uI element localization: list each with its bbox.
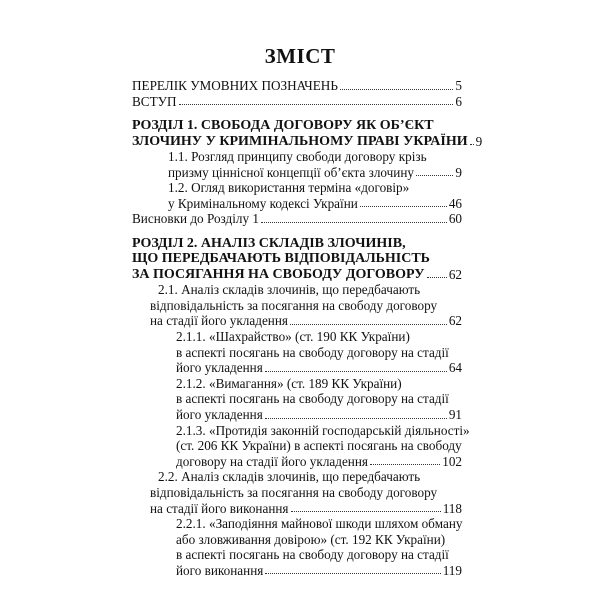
dot-leader bbox=[290, 324, 447, 325]
page-number: 60 bbox=[448, 211, 462, 227]
entry-title-line: у Кримінальному кодексі України bbox=[168, 195, 358, 211]
toc-entry-section-2-1-2[interactable] bbox=[132, 376, 462, 423]
entry-title-line: 1.2. Огляд використання терміна «договір» bbox=[168, 180, 410, 196]
entry-title-line: 2.1.2. «Вимагання» (ст. 189 КК України) bbox=[176, 375, 402, 391]
page-number: 91 bbox=[448, 406, 462, 422]
entry-title-line: 2.1.1. «Шахрайство» (ст. 190 КК України) bbox=[176, 328, 410, 344]
entry-title-line: ЗЛОЧИНУ У КРИМІНАЛЬНОМУ ПРАВІ УКРАЇНИ bbox=[132, 133, 468, 149]
toc-entry-chapter-2[interactable] bbox=[132, 236, 462, 282]
page-number: 119 bbox=[442, 562, 462, 578]
toc-entry-section-2-2-1[interactable] bbox=[132, 516, 462, 578]
entry-title-line: РОЗДІЛ 1. СВОБОДА ДОГОВОРУ ЯК ОБ’ЄКТ bbox=[132, 118, 434, 134]
entry-title: ВСТУП bbox=[132, 93, 177, 109]
toc-entry-section-1-2[interactable] bbox=[132, 180, 462, 211]
entry-title-line: (ст. 206 КК України) в аспекті посягань на свободу bbox=[176, 438, 462, 454]
entry-title-line: на стадії його виконання bbox=[150, 500, 289, 516]
dot-leader bbox=[265, 371, 447, 372]
page-title: ЗМІСТ bbox=[264, 44, 336, 68]
page-number: 62 bbox=[448, 313, 462, 329]
toc-entry-section-2-1-3[interactable] bbox=[132, 422, 470, 470]
dot-leader bbox=[179, 104, 454, 105]
table-of-contents bbox=[132, 78, 483, 578]
dot-leader bbox=[265, 573, 440, 574]
page-number: 102 bbox=[442, 453, 462, 469]
entry-title: ПЕРЕЛІК УМОВНИХ ПОЗНАЧЕНЬ bbox=[132, 78, 338, 93]
toc-entry-section-2-1[interactable] bbox=[132, 282, 462, 329]
dot-leader bbox=[370, 464, 440, 465]
toc-entry-conclusions-1[interactable] bbox=[132, 211, 462, 227]
entry-title-line: 1.1. Розгляд принципу свободи договору крізь bbox=[168, 149, 427, 164]
dot-leader bbox=[427, 277, 447, 278]
entry-title-line: в аспекті посягань на свободу договору на стадії bbox=[176, 344, 449, 360]
dot-leader bbox=[360, 206, 447, 207]
entry-title-line: його виконання bbox=[176, 562, 264, 578]
dot-leader bbox=[470, 144, 474, 145]
page-number: 64 bbox=[448, 360, 462, 376]
entry-title-line: договору на стадії його укладення bbox=[176, 453, 368, 469]
dot-leader bbox=[416, 175, 453, 176]
entry-title-line: його укладення bbox=[176, 360, 263, 376]
page-number: 118 bbox=[442, 500, 462, 516]
toc-entry-section-2-2[interactable] bbox=[132, 469, 462, 516]
entry-title-line: призму ціннісної концепції об’єкта злочину bbox=[168, 164, 415, 180]
dot-leader bbox=[261, 222, 447, 223]
entry-title-line: 2.2.1. «Заподіяння майнової шкоди шляхом обману bbox=[176, 516, 463, 532]
entry-title-line: відповідальність за посягання на свободу договору bbox=[150, 297, 438, 313]
entry-title-line: РОЗДІЛ 2. АНАЛІЗ СКЛАДІВ ЗЛОЧИНІВ, bbox=[132, 235, 406, 251]
toc-entry-section-1-1[interactable] bbox=[132, 149, 462, 180]
toc-entry-introduction[interactable] bbox=[132, 94, 462, 110]
entry-title-line: відповідальність за посягання на свободу договору bbox=[150, 484, 438, 500]
dot-leader bbox=[291, 511, 441, 512]
entry-title-line: або зловживання довірою» (ст. 192 КК України) bbox=[176, 531, 446, 547]
page-number: 5 bbox=[455, 78, 462, 93]
entry-title-line: 2.2. Аналіз складів злочинів, що передбачають bbox=[158, 469, 421, 485]
entry-title-line: на стадії його укладення bbox=[150, 313, 288, 329]
entry-title-line: його укладення bbox=[176, 406, 263, 422]
page-number: 62 bbox=[448, 266, 462, 282]
entry-title-line: 2.1. Аналіз складів злочинів, що передбачають bbox=[158, 282, 421, 298]
page-number: 9 bbox=[455, 164, 462, 180]
page-number: 46 bbox=[448, 195, 462, 211]
entry-title: Висновки до Розділу 1 bbox=[132, 211, 259, 227]
entry-title-line: в аспекті посягань на свободу договору на стадії bbox=[176, 547, 449, 563]
page-number: 6 bbox=[455, 93, 462, 109]
toc-entry-section-2-1-1[interactable] bbox=[132, 329, 462, 376]
entry-title-line: в аспекті посягань на свободу договору на стадії bbox=[176, 391, 449, 407]
entry-title-line: ЩО ПЕРЕДБАЧАЮТЬ ВІДПОВІДАЛЬНІСТЬ bbox=[132, 251, 430, 267]
entry-title-line: ЗА ПОСЯГАННЯ НА СВОБОДУ ДОГОВОРУ bbox=[132, 266, 425, 282]
toc-entry-list-of-abbreviations[interactable] bbox=[132, 78, 462, 94]
dot-leader bbox=[340, 89, 454, 90]
entry-title-line: 2.1.3. «Протидія законній господарській діяльності» bbox=[176, 422, 470, 438]
page-number: 9 bbox=[475, 133, 483, 149]
toc-entry-chapter-1[interactable] bbox=[132, 118, 483, 149]
dot-leader bbox=[265, 418, 447, 419]
